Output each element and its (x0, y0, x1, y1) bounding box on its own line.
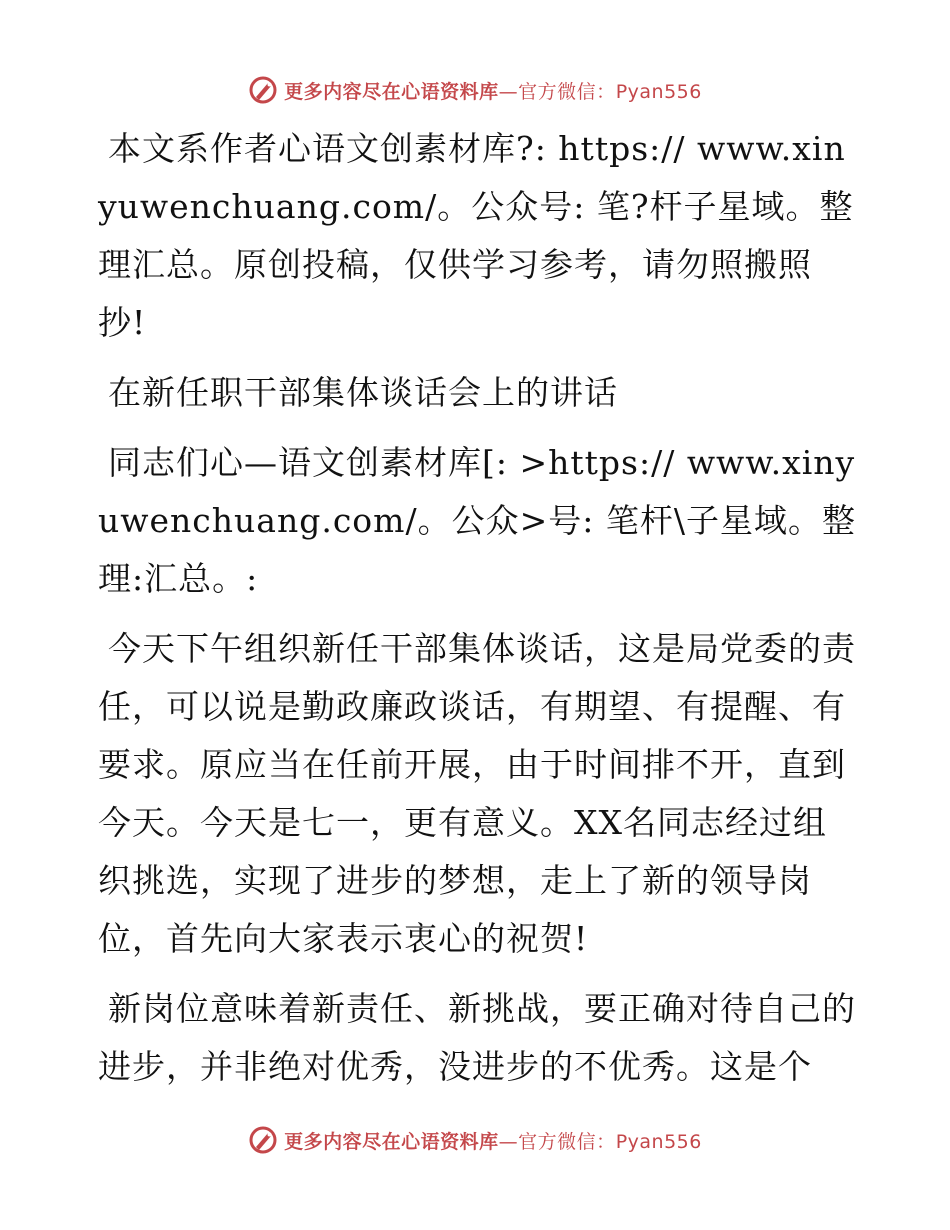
watermark-brand: 更多内容尽在心语资料库 (284, 1130, 499, 1153)
pen-logo-icon (248, 1125, 278, 1155)
watermark-separator: — (498, 80, 519, 103)
salutation-paragraph: 同志们心—语文创素材库[: >https:// www.xinyuwenchuang.com/。公众>号: 笔杆\子星域。整理:汇总。: (98, 443, 856, 598)
pen-logo-icon (248, 75, 278, 105)
document-body (98, 120, 858, 1108)
watermark-wechat-label: 官方微信： (518, 80, 616, 103)
body-paragraph: 今天下午组织新任干部集体谈话，这是局党委的责任，可以说是勤政廉政谈话，有期望、有提醒、有要求。原应当在任前开展，由于时间排不开，直到今天。今天是七一，更有意义。XX名同志经过组织挑选，实现了进步的梦想，走上了新的领导岗位，首先向大家表示衷心的祝贺! (98, 629, 856, 958)
watermark-wechat-label: 官方微信： (518, 1130, 616, 1153)
watermark-header (0, 70, 950, 110)
watermark-wechat-id: Pyan556 (615, 1130, 702, 1153)
watermark-separator: — (498, 1130, 519, 1153)
watermark-text (284, 1127, 702, 1154)
watermark-wechat-id: Pyan556 (615, 80, 702, 103)
speech-title: 在新任职干部集体谈话会上的讲话 (108, 373, 618, 412)
body-paragraph: 新岗位意味着新责任、新挑战，要正确对待自己的进步，并非绝对优秀，没进步的不优秀。这是个 (98, 989, 856, 1086)
watermark-footer (0, 1120, 950, 1160)
watermark-brand: 更多内容尽在心语资料库 (284, 80, 499, 103)
source-notice-paragraph: 本文系作者心语文创素材库?: https:// www.xinyuwenchuang.com/。公众号: 笔?杆子星域。整理汇总。原创投稿，仅供学习参考，请勿照搬照抄! (98, 129, 854, 342)
watermark-text (284, 77, 702, 104)
